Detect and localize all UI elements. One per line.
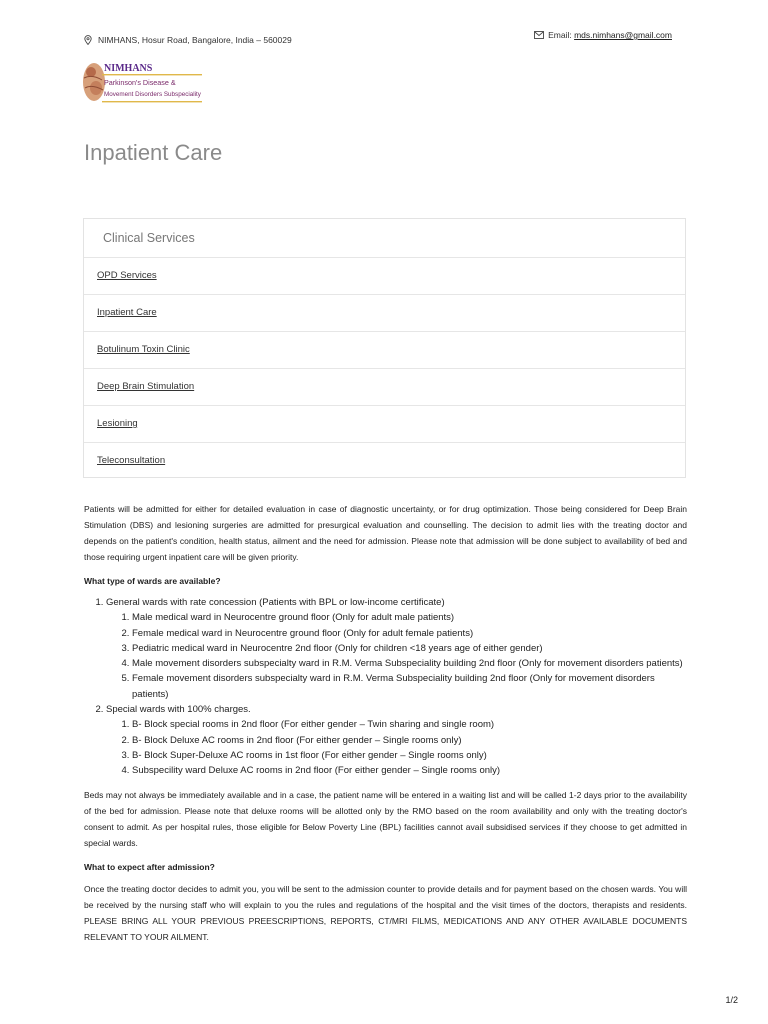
service-item-teleconsultation [84,442,685,479]
email-line [534,30,672,40]
expect-paragraph: Once the treating doctor decides to admit you, you will be sent to the admission counter to provide details and for payment based on the chosen wards. You will be received by the nursing staff who will explain to you the rules and regulations of the hospital and the visit times of the doctors, therapists and residents. PLEASE BRING ALL YOUR PREVIOUS PREESCRIPTIONS, REPORTS, CT/MRI FILMS, MEDICATIONS AND ANY OTHER AVAILABLE DOCUMENTS RELEVANT TO YOUR AILMENT. [84,883,687,942]
envelope-icon [534,31,544,39]
ward-category-label: General wards with rate concession (Patients with BPL or low-income certificate) [106,597,445,608]
clinical-services-heading: Clinical Services [103,231,195,245]
ward-item: 3. Pediatric medical ward in Neurocentre 2nd floor (Only for children <18 years age of either gender) [132,641,687,656]
ward-item: 2. B- Block Deluxe AC rooms in 2nd floor (For either gender – Single rooms only) [132,733,687,748]
service-item-opd [84,257,685,294]
expect-heading: What to expect after admission? [84,861,215,872]
wards-list [84,595,687,779]
site-logo[interactable] [82,58,208,106]
service-link-dbs[interactable]: Deep Brain Stimulation [97,381,195,392]
address-line [84,35,292,45]
ward-item: 4. Subspecility ward Deluxe AC rooms in 2nd floor (For either gender – Single rooms only) [132,763,687,778]
service-item-inpatient [84,294,685,331]
logo-image [82,58,208,106]
ward-sublist [132,717,687,778]
beds-note-paragraph: Beds may not always be immediately available and in a case, the patient name will be entered in a waiting list and will be called 1-2 days prior to the availability of the bed for admission. Please note that deluxe rooms will be allotted only by the RMO based on the room availability and only with the treating doctor's consent to admit. As per hospital rules, those eligible for Below Poverty Line (BPL) facilities cannot avail subsidised services if they choose to get admitted in special wards. [84,789,687,848]
main-content [84,501,687,953]
service-link-opd[interactable]: OPD Services [97,270,157,281]
logo-line-3: Movement Disorders Subspeciality [104,91,201,98]
page-title: Inpatient Care [84,140,223,165]
intro-paragraph: Patients will be admitted for either for detailed evaluation in case of diagnostic uncertainty, or for drug optimization. Those being considered for Deep Brain Stimulation (DBS) and lesioning surgeries are admitted for presurgical evaluation and counselling. The decision to admit lies with the treating doctor and depends on the patient's condition, health status, ailment and the need for admission. Please note that admission will be done subject to availability of bed and those requiring urgent inpatient care will be given priority. [84,504,687,562]
ward-item: 4. Male movement disorders subspecialty ward in R.M. Verma Subspeciality building 2nd floor (Only for movement disorders patients) [132,656,687,671]
service-item-botulinum [84,331,685,368]
service-link-inpatient[interactable]: Inpatient Care [97,307,157,318]
logo-line-2: Parkinson's Disease & [104,78,176,87]
clinical-services-menu [83,218,686,478]
ward-category-label: Special wards with 100% charges. [106,704,251,716]
ward-item: 1. B- Block special rooms in 2nd floor (For either gender – Twin sharing and single room) [132,717,687,732]
email-link[interactable]: mds.nimhans@gmail.com [574,30,672,40]
ward-category-special [106,702,687,778]
top-bar [84,30,684,48]
location-pin-icon [84,35,92,45]
address-text: NIMHANS, Hosur Road, Bangalore, India – 560029 [98,35,292,45]
wards-heading: What type of wards are available? [84,576,221,586]
page-number: 1/2 [725,995,738,1005]
ward-item: 2. Female medical ward in Neurocentre ground floor (Only for adult female patients) [132,626,687,641]
service-item-lesioning [84,405,685,442]
email-label: Email: [548,30,572,40]
service-item-dbs [84,368,685,405]
ward-category-general [106,595,687,702]
service-link-botulinum[interactable]: Botulinum Toxin Clinic [97,344,190,355]
ward-item: 5. Female movement disorders subspecialty ward in R.M. Verma Subspeciality building 2nd floor (Only for movement disorders patients) [132,671,687,702]
logo-line-1: NIMHANS [104,63,153,74]
ward-sublist [132,610,687,702]
service-link-lesioning[interactable]: Lesioning [97,418,138,429]
ward-item: 3. B- Block Super-Deluxe AC rooms in 1st floor (For either gender – Single rooms only) [132,748,687,763]
service-link-teleconsultation[interactable]: Teleconsultation [97,455,166,466]
ward-item: 1. Male medical ward in Neurocentre ground floor (Only for adult male patients) [132,610,687,625]
